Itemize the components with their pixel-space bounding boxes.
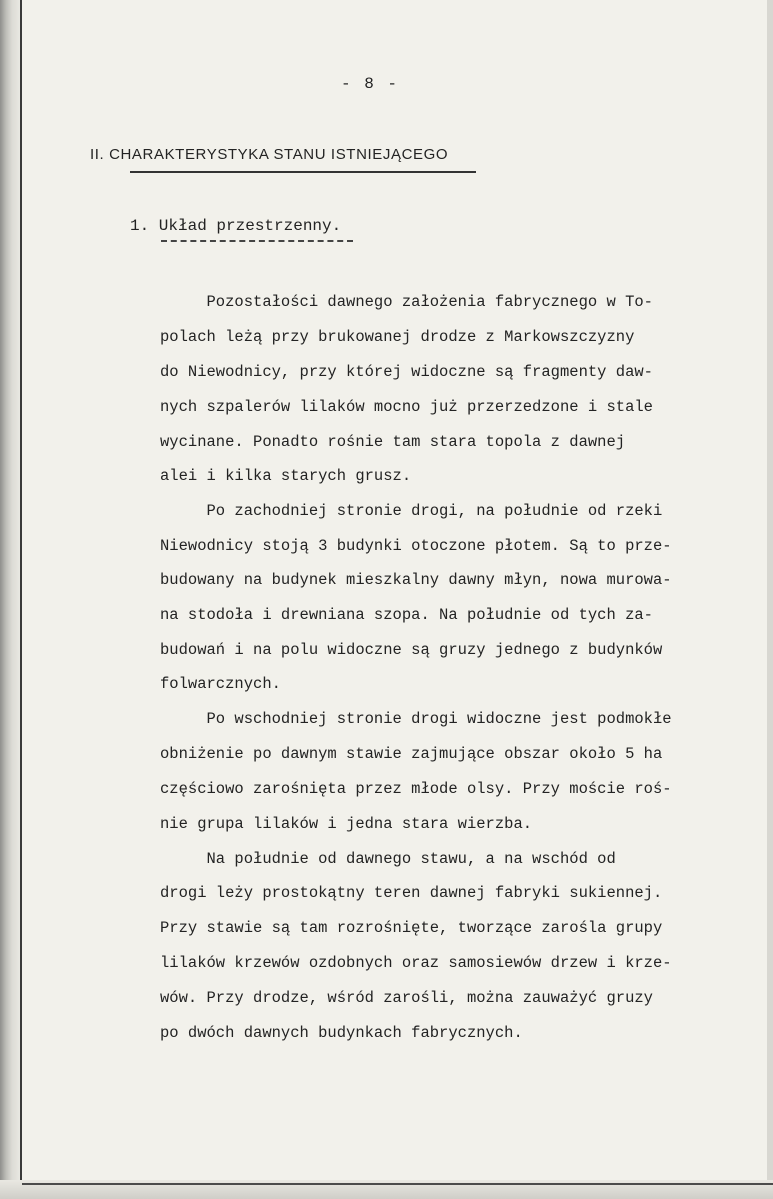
text-line: budowań i na polu widoczne są gruzy jednego z budynków — [160, 641, 663, 659]
text-line: Pozostałości dawnego założenia fabrycznego w To- — [160, 293, 653, 311]
binding-shadow — [0, 0, 22, 1199]
text-line: obniżenie po dawnym stawie zajmujące obszar około 5 ha — [160, 745, 663, 763]
text-line: do Niewodnicy, przy której widoczne są fragmenty daw- — [160, 363, 653, 381]
text-line: wów. Przy drodze, wśród zarośli, można zauważyć gruzy — [160, 989, 653, 1007]
text-line: folwarcznych. — [160, 675, 281, 693]
text-line: alei i kilka starych grusz. — [160, 467, 412, 485]
section-heading: II. CHARAKTERYSTYKA STANU ISTNIEJĄCEGO — [90, 146, 449, 163]
text-line: polach leżą przy brukowanej drodze z Markowszczyzny — [160, 328, 635, 346]
section-heading-underline — [130, 171, 476, 173]
text-line: po dwóch dawnych budynkach fabrycznych. — [160, 1024, 523, 1042]
text-line: Po wschodniej stronie drogi widoczne jest podmokłe — [160, 710, 672, 728]
binding-edge-line — [20, 0, 22, 1199]
bottom-edge-line — [22, 1183, 773, 1185]
text-line: wycinane. Ponadto rośnie tam stara topola z dawnej — [160, 433, 626, 451]
text-line: budowany na budynek mieszkalny dawny młyn, nowa murowa- — [160, 571, 672, 589]
subsection-heading: 1. Układ przestrzenny. — [130, 217, 342, 235]
text-line: nych szpalerów lilaków mocno już przerzedzone i stale — [160, 398, 653, 416]
subsection-heading-underline — [161, 240, 353, 242]
page-number: - 8 - — [340, 75, 399, 93]
text-line: nie grupa lilaków i jedna stara wierzba. — [160, 815, 533, 833]
text-line: lilaków krzewów ozdobnych oraz samosiewów drzew i krze- — [160, 954, 672, 972]
text-line: częściowo zarośnięta przez młode olsy. Przy moście roś- — [160, 780, 672, 798]
text-line: Niewodnicy stoją 3 budynki otoczone płotem. Są to prze- — [160, 537, 672, 555]
page-right-edge — [767, 0, 773, 1199]
text-line: Przy stawie są tam rozrośnięte, tworzące zarośla grupy — [160, 919, 663, 937]
text-line: drogi leży prostokątny teren dawnej fabryki sukiennej. — [160, 884, 663, 902]
text-line: Po zachodniej stronie drogi, na południe od rzeki — [160, 502, 663, 520]
text-line: na stodoła i drewniana szopa. Na południe od tych za- — [160, 606, 653, 624]
text-line: Na południe od dawnego stawu, a na wschód od — [160, 850, 616, 868]
